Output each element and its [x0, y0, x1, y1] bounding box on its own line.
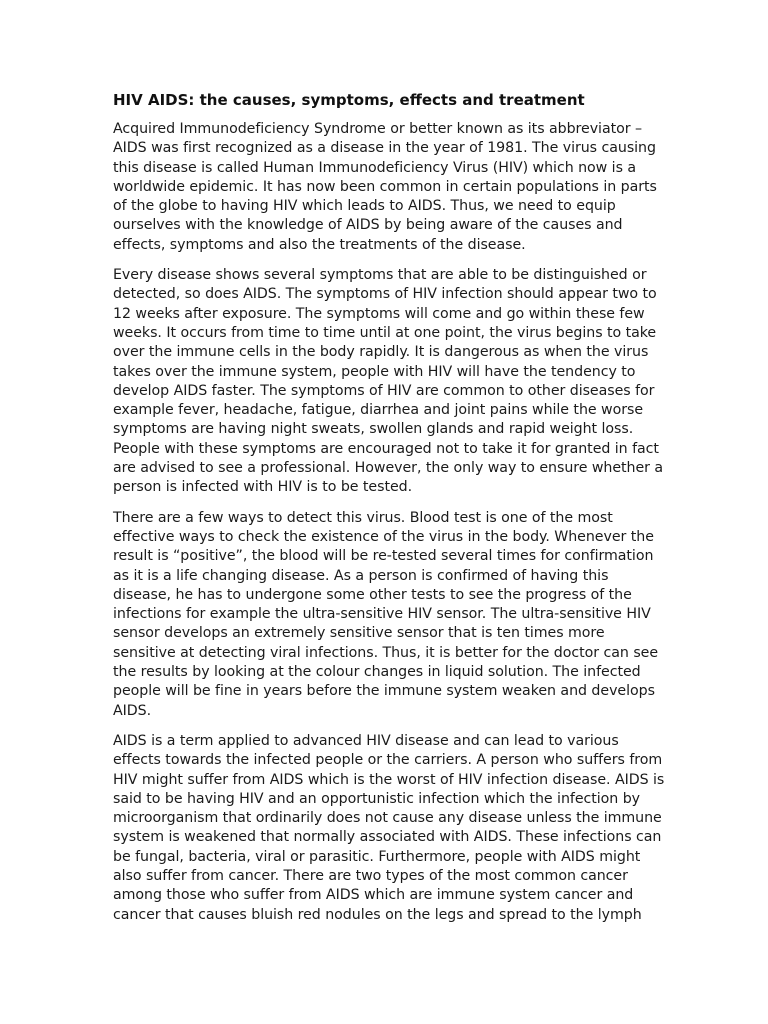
body-paragraph — [113, 120, 657, 255]
paragraph-line: cancer that causes bluish red nodules on the legs and spread to the lymph — [113, 906, 642, 923]
body-paragraph — [113, 732, 665, 925]
paragraph-line: effective ways to check the existence of the virus in the body. Whenever the — [113, 528, 654, 545]
paragraph-line: AIDS is a term applied to advanced HIV disease and can lead to various — [113, 732, 619, 749]
paragraph-line: People with these symptoms are encouraged not to take it for granted in fact — [113, 440, 659, 457]
paragraph-line: weeks. It occurs from time to time until at one point, the virus begins to take — [113, 324, 657, 341]
document-title: HIV AIDS: the causes, symptoms, effects and treatment — [113, 91, 585, 109]
paragraph-line: infections for example the ultra-sensitive HIV sensor. The ultra-sensitive HIV — [113, 606, 651, 623]
document-body — [113, 120, 665, 925]
paragraph-line: There are a few ways to detect this virus. Blood test is one of the most — [113, 509, 613, 526]
paragraph-line: ourselves with the knowledge of AIDS by being aware of the causes and — [113, 217, 623, 234]
body-paragraph — [113, 509, 659, 721]
paragraph-line: also suffer from cancer. There are two types of the most common cancer — [113, 867, 628, 884]
paragraph-line: AIDS. — [113, 702, 152, 719]
paragraph-line: effects, symptoms and also the treatments of the disease. — [113, 236, 526, 253]
paragraph-line: be fungal, bacteria, viral or parasitic. Furthermore, people with AIDS might — [113, 848, 641, 865]
paragraph-line: system is weakened that normally associated with AIDS. These infections can — [113, 829, 662, 846]
paragraph-line: over the immune cells in the body rapidly. It is dangerous as when the virus — [113, 344, 649, 361]
paragraph-line: effects towards the infected people or the carriers. A person who suffers from — [113, 752, 663, 769]
paragraph-line: worldwide epidemic. It has now been common in certain populations in parts — [113, 178, 657, 195]
paragraph-line: are advised to see a professional. However, the only way to ensure whether a — [113, 460, 664, 477]
paragraph-line: people will be fine in years before the immune system weaken and develops — [113, 683, 655, 700]
paragraph-line: Every disease shows several symptoms that are able to be distinguished or — [113, 267, 647, 284]
paragraph-line: sensitive at detecting viral infections. Thus, it is better for the doctor can see — [113, 644, 659, 661]
paragraph-line: sensor develops an extremely sensitive sensor that is ten times more — [113, 625, 605, 642]
paragraph-line: of the globe to having HIV which leads to AIDS. Thus, we need to equip — [113, 198, 616, 215]
paragraph-line: example fever, headache, fatigue, diarrhea and joint pains while the worse — [113, 402, 644, 419]
paragraph-line: 12 weeks after exposure. The symptoms will come and go within these few — [113, 305, 645, 322]
paragraph-line: disease, he has to undergone some other tests to see the progress of the — [113, 586, 632, 603]
paragraph-line: symptoms are having night sweats, swollen glands and rapid weight loss. — [113, 421, 634, 438]
paragraph-line: among those who suffer from AIDS which are immune system cancer and — [113, 887, 634, 904]
paragraph-line: microorganism that ordinarily does not cause any disease unless the immune — [113, 810, 662, 827]
paragraph-line: HIV might suffer from AIDS which is the worst of HIV infection disease. AIDS is — [113, 771, 665, 788]
paragraph-line: Acquired Immunodeficiency Syndrome or better known as its abbreviator – — [113, 121, 643, 137]
paragraph-line: detected, so does AIDS. The symptoms of HIV infection should appear two to — [113, 286, 657, 303]
paragraph-line: as it is a life changing disease. As a person is confirmed of having this — [113, 567, 609, 584]
paragraph-line: AIDS was first recognized as a disease in the year of 1981. The virus causing — [113, 140, 656, 157]
paragraph-line: develop AIDS faster. The symptoms of HIV are common to other diseases for — [113, 382, 655, 399]
paragraph-line: this disease is called Human Immunodeficiency Virus (HIV) which now is a — [113, 159, 637, 176]
paragraph-line: the results by looking at the colour changes in liquid solution. The infected — [113, 664, 641, 681]
paragraph-line: result is “positive”, the blood will be re-tested several times for confirmation — [113, 548, 654, 565]
paragraph-line: said to be having HIV and an opportunistic infection which the infection by — [113, 790, 641, 807]
paragraph-line: takes over the immune system, people with HIV will have the tendency to — [113, 363, 636, 380]
paragraph-line: person is infected with HIV is to be tested. — [113, 479, 413, 496]
body-paragraph — [113, 266, 664, 498]
